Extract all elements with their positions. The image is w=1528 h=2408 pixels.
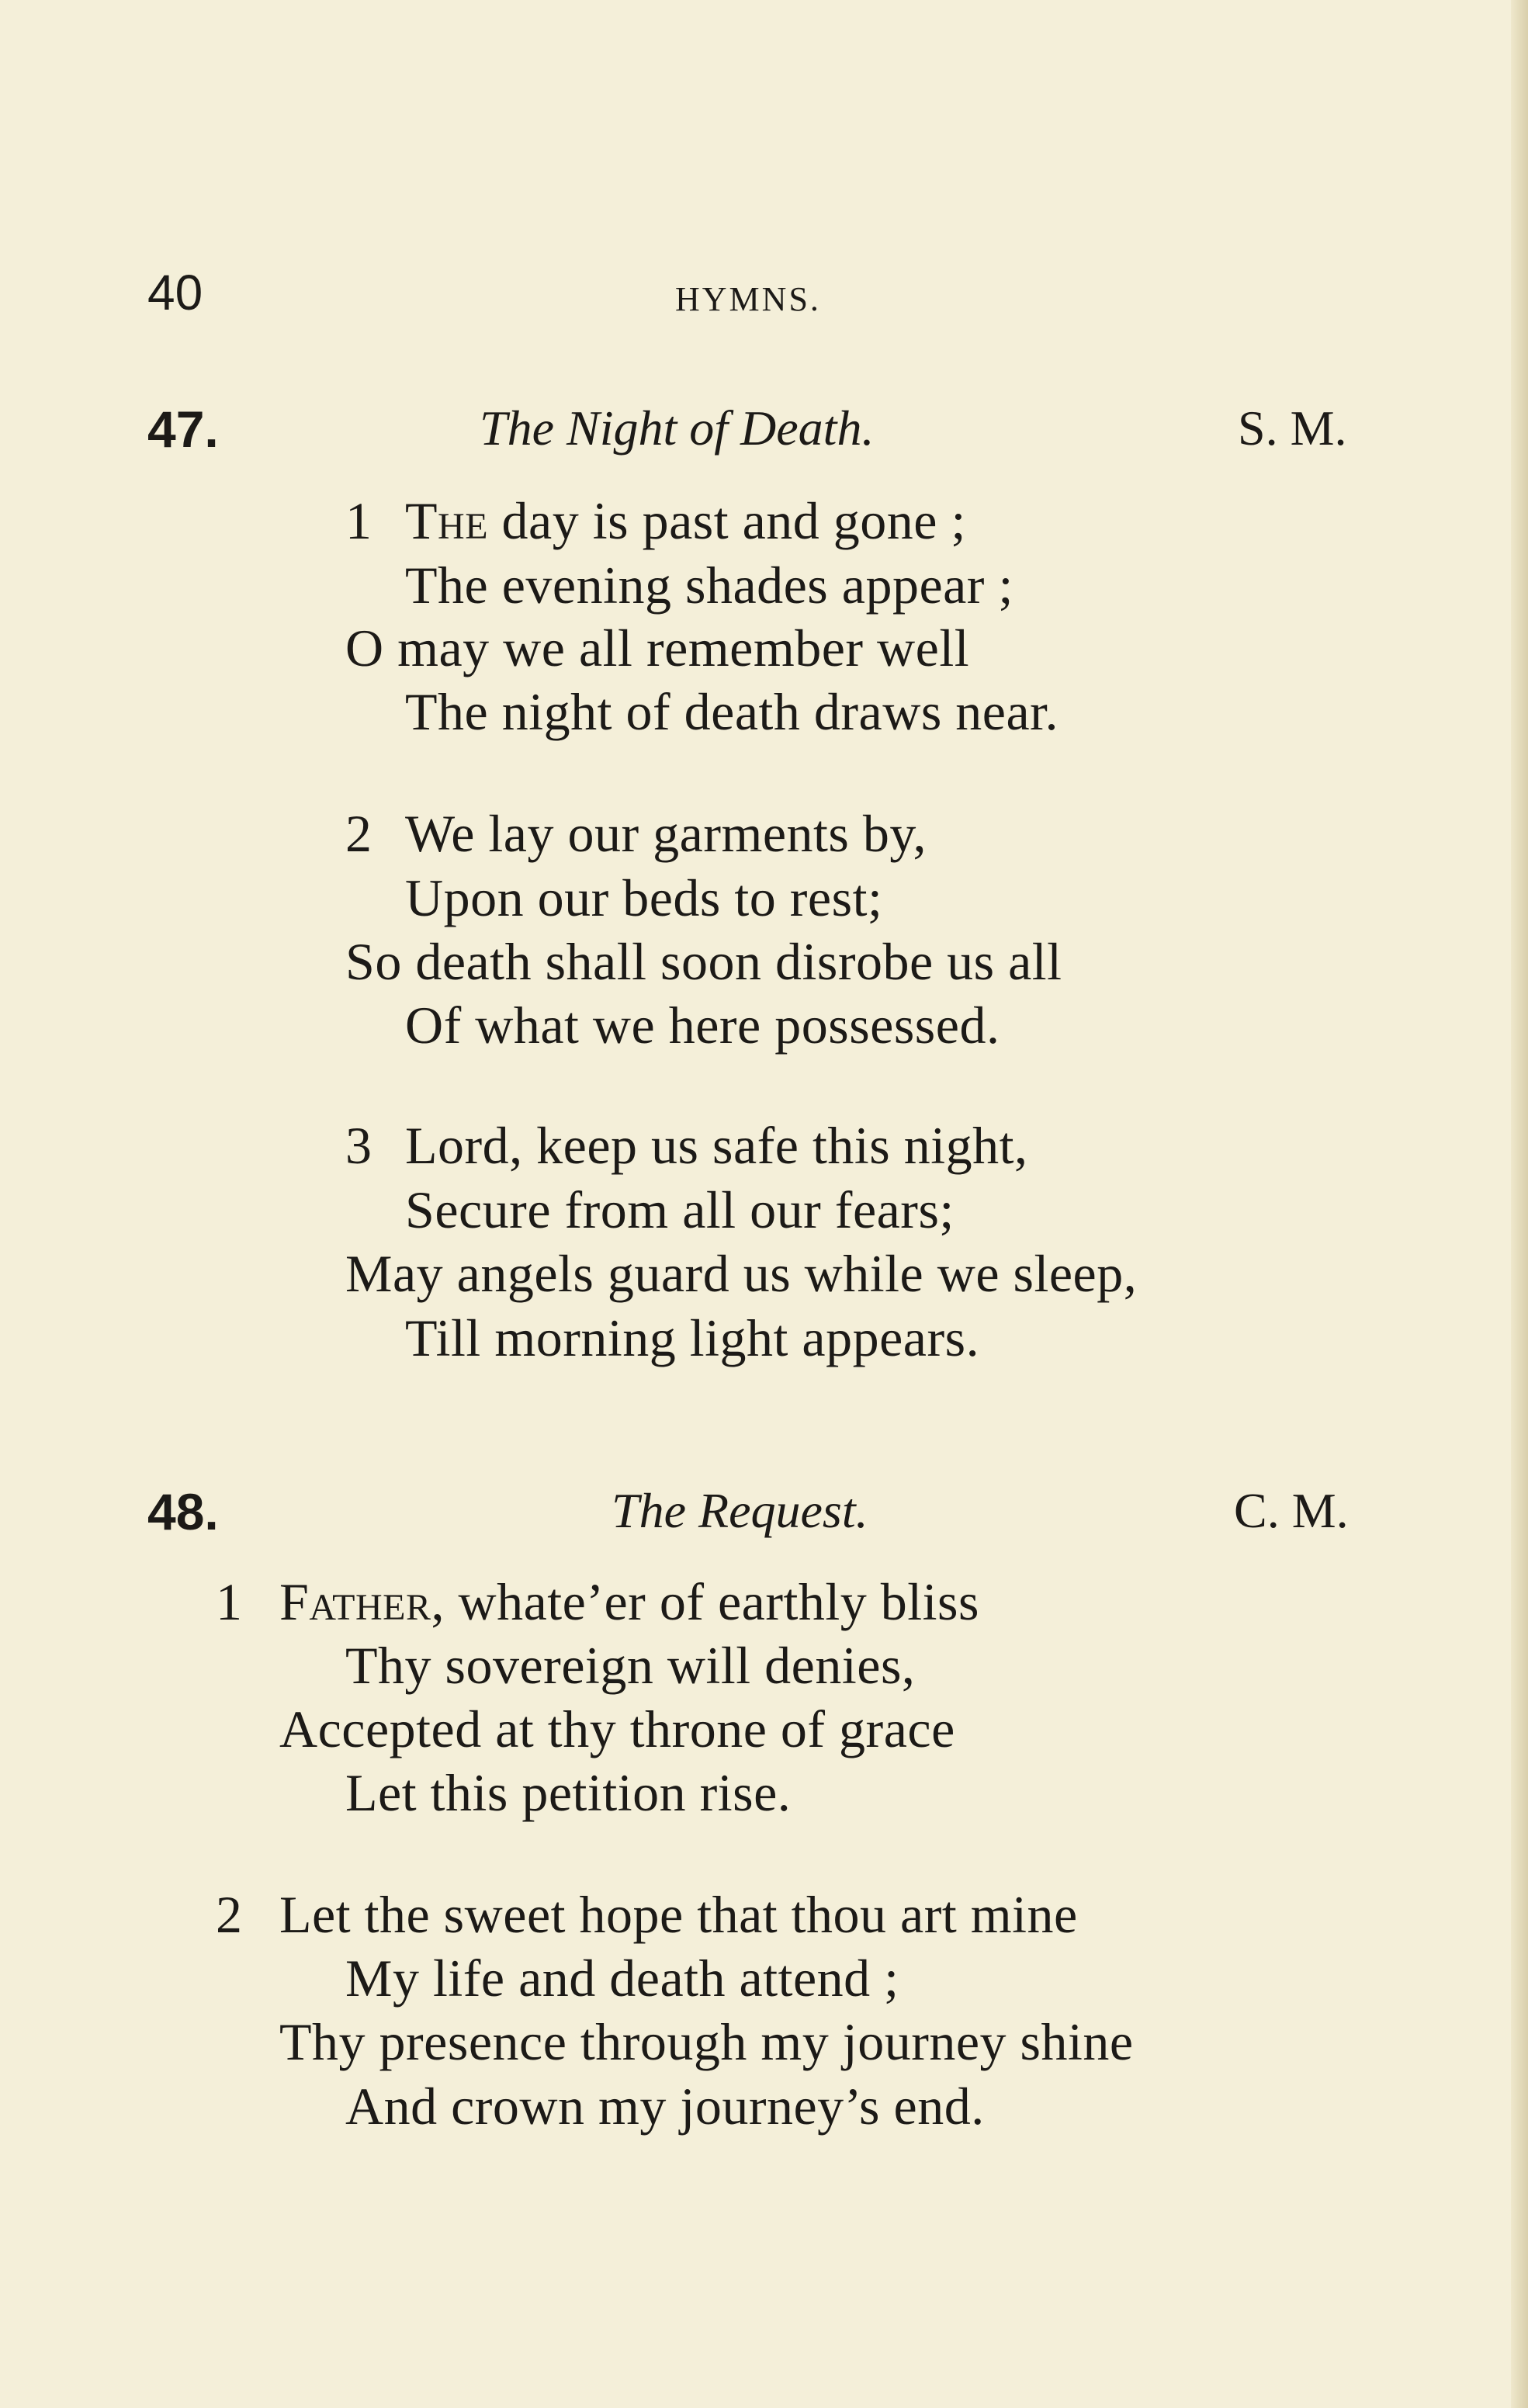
- verse-line-rest: day is past and gone ;: [488, 491, 966, 550]
- verse-line: The night of death draws near.: [405, 682, 1059, 741]
- verse-line: We lay our garments by,: [405, 804, 927, 863]
- hymn-title: The Night of Death.: [480, 400, 875, 456]
- verse-line: Secure from all our fears;: [405, 1180, 955, 1239]
- stanza-number: 1: [345, 491, 372, 550]
- stanza-number: 2: [216, 1885, 243, 1944]
- verse-line: So death shall soon disrobe us all: [345, 932, 1062, 991]
- hymn-meter: C. M.: [1234, 1483, 1349, 1538]
- stanza-number: 3: [345, 1116, 372, 1175]
- page-number: 40: [147, 265, 203, 320]
- verse-line: May angels guard us while we sleep,: [345, 1244, 1138, 1303]
- hymn-title: The Request.: [612, 1483, 868, 1538]
- verse-line: Thy presence through my journey shine: [279, 2012, 1134, 2071]
- verse-line: My life and death attend ;: [345, 1949, 899, 2008]
- verse-first-word: The: [405, 491, 489, 550]
- verse-line: O may we all remember well: [345, 618, 970, 677]
- verse-line: Thy sovereign will denies,: [345, 1636, 916, 1695]
- hymn-number: 47.: [147, 400, 219, 458]
- hymn-number: 48.: [147, 1483, 219, 1540]
- verse-first-word: Father: [279, 1572, 431, 1631]
- verse-line: Let the sweet hope that thou art mine: [279, 1885, 1078, 1944]
- verse-line: Till morning light appears.: [405, 1308, 980, 1367]
- page-edge: [1511, 0, 1528, 2408]
- verse-line: [279, 1571, 979, 1633]
- hymn-meter: S. M.: [1238, 400, 1347, 456]
- verse-line: Of what we here possessed.: [405, 996, 1000, 1055]
- verse-line: [405, 490, 966, 552]
- verse-line: Accepted at thy throne of grace: [279, 1699, 955, 1758]
- verse-line: Let this petition rise.: [345, 1763, 792, 1822]
- verse-line: And crown my journey’s end.: [345, 2077, 985, 2136]
- stanza-number: 2: [345, 804, 372, 863]
- verse-line: Upon our beds to rest;: [405, 868, 883, 927]
- running-head: HYMNS.: [675, 280, 821, 318]
- verse-line: Lord, keep us safe this night,: [405, 1116, 1028, 1175]
- stanza-number: 1: [216, 1572, 243, 1631]
- verse-line: The evening shades appear ;: [405, 556, 1013, 615]
- verse-line-rest: , whate’er of earthly bliss: [431, 1572, 979, 1631]
